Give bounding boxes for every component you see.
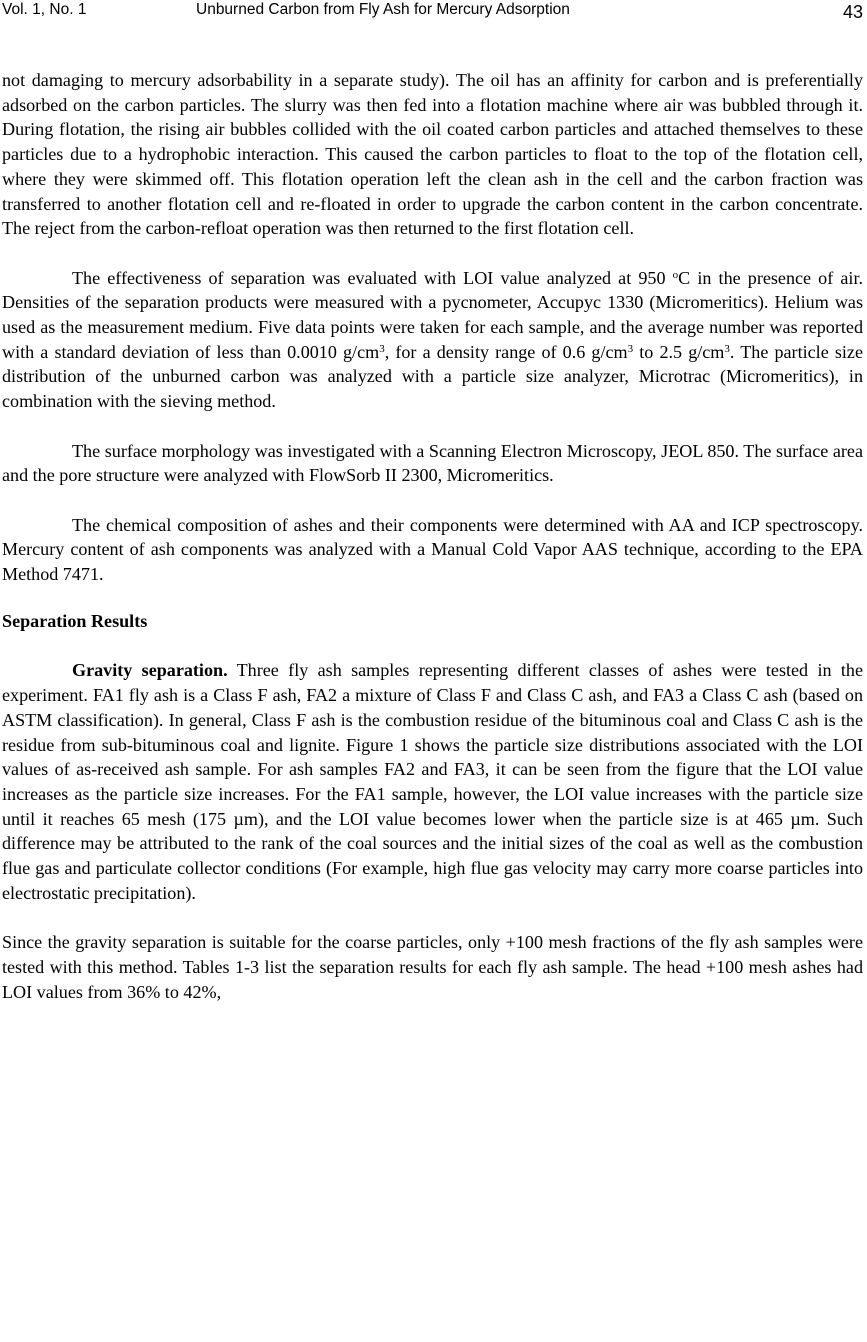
superscript: 3 — [724, 342, 730, 355]
paragraph-surface-morphology: The surface morphology was investigated with a Scanning Electron Microscopy, JEOL 850. The surface area and the pore structure were analyzed with FlowSorb II 2300, Micromeritics. — [2, 440, 863, 486]
page-number: 43 — [842, 2, 863, 22]
running-header-journal: Vol. 1, No. 1 — [2, 1, 87, 18]
text-run: The effectiveness of separation was evaluated with LOI value analyzed at 950 — [72, 267, 673, 288]
section-heading: Separation Results — [2, 610, 148, 631]
paragraph-gravity-separation — [2, 658, 863, 905]
body-text — [2, 68, 863, 1004]
run-in-heading: Gravity separation. — [72, 660, 228, 681]
paragraph-loi-density — [2, 266, 863, 414]
superscript: 3 — [379, 342, 385, 355]
paragraph-chemical-composition: The chemical composition of ashes and their components were determined with AA and ICP spectroscopy. Mercury content of ash components was analyzed with a Manual Cold Vapor AAS technique, according to the EPA Method 7471. — [2, 514, 863, 585]
text-run: C in the presence of air. Densities of the separation products were measured with a pycnometer, Accupyc 1330 (Micromeritics). Helium was used as the measurement medium. Five data points were taken for each sample, and the average number was reported with a standard deviation of less than 0.0010 g/cm — [2, 267, 863, 362]
text-run: Three fly ash samples representing different classes of ashes were tested in the experiment. FA1 fly ash is a Class F ash, FA2 a mixture of Class F and Class C ash, and FA3 a Class C ash (based on ASTM classification). In general, Class F ash is the combustion residue of the bituminous coal and Class C ash is the residue from sub-bituminous coal and lignite. Figure 1 shows the particle size distributions associated with the LOI values of as-received ash sample. For ash samples FA2 and FA3, it can be seen from the figure that the LOI value increases as the particle size increases. For the FA1 sample, however, the LOI value increases with the particle size until it reaches 65 mesh (175 µm), and the LOI value becomes lower when the particle size is at 465 µm. Such difference may be attributed to the rank of the coal sources and the initial sizes of the coal as well as the combustion flue gas and particulate collector conditions (For example, high flue gas velocity may carry more coarse particles into electrostatic precipitation). — [2, 660, 863, 903]
running-header-title: Unburned Carbon from Fly Ash for Mercury Adsorption — [196, 1, 570, 18]
paragraph-flotation: not damaging to mercury adsorbability in a separate study). The oil has an affinity for carbon and is preferentially adsorbed on the carbon particles. The slurry was then fed into a flotation machine where air was bubbled through it. During flotation, the rising air bubbles collided with the oil coated carbon particles and attached themselves to these particles due to a hydrophobic interaction. This caused the carbon particles to float to the top of the flotation cell, where they were skimmed off. This flotation operation left the clean ash in the cell and the carbon fraction was transferred to another flotation cell and re-floated in order to upgrade the carbon content in the carbon concentrate. The reject from the carbon-refloat operation was then returned to the first flotation cell. — [2, 70, 863, 239]
text-run: to 2.5 g/cm — [633, 341, 725, 362]
text-run: . The particle size distribution of the unburned carbon was analyzed with a particle size analyzer, Microtrac (Micromeritics), in combination with the sieving method. — [2, 341, 863, 412]
paragraph-coarse-particles: Since the gravity separation is suitable for the coarse particles, only +100 mesh fractions of the fly ash samples were tested with this method. Tables 1-3 list the separation results for each fly ash sample. The head +100 mesh ashes had LOI values from 36% to 42%, — [2, 932, 863, 1002]
superscript: 3 — [627, 342, 634, 355]
superscript: o — [672, 268, 679, 281]
text-run: , for a density range of 0.6 g/cm — [384, 341, 628, 362]
